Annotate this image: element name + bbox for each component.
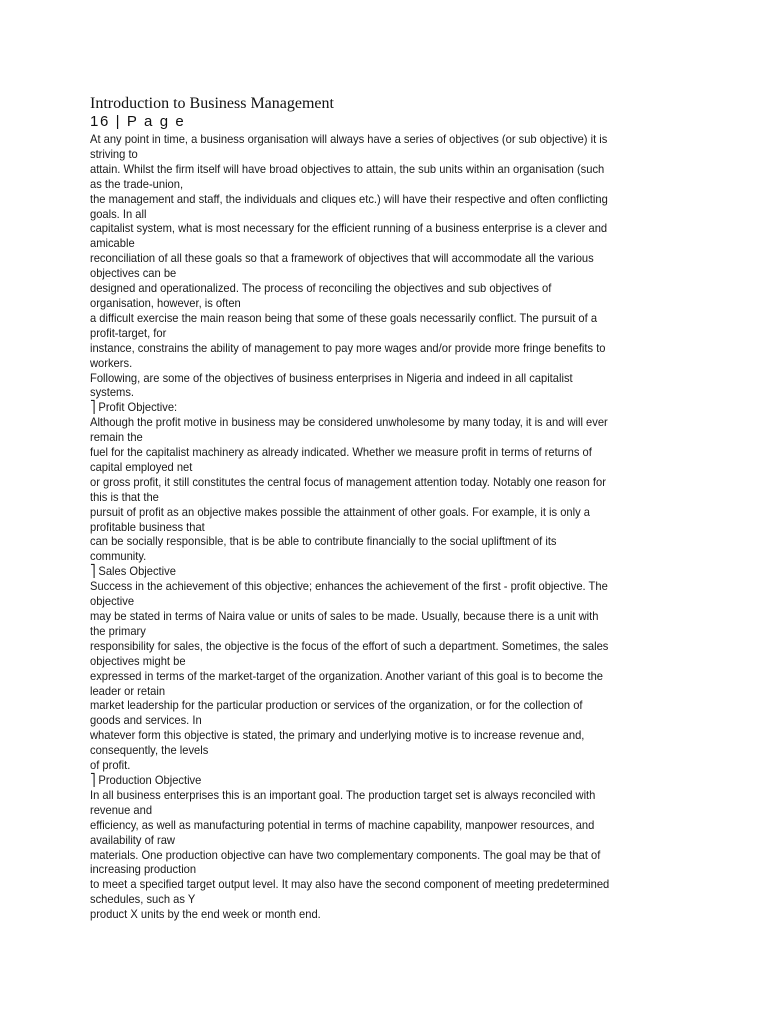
- text-line: fuel for the capitalist machinery as already indicated. Whether we measure profit in terms of returns of: [90, 445, 592, 460]
- section-heading-label: Profit Objective:: [98, 400, 178, 415]
- bullet-icon: ⎤: [90, 400, 96, 415]
- text-line: objectives might be: [90, 653, 186, 668]
- text-line: reconciliation of all these goals so that a framework of objectives that will accommodate all the various: [90, 251, 594, 266]
- text-line: consequently, the levels: [90, 743, 209, 758]
- text-line: may be stated in terms of Naira value or units of sales to be made. Usually, because there is a unit with: [90, 609, 599, 623]
- text-line: In all business enterprises this is an important goal. The production target set is always reconciled with: [90, 787, 596, 802]
- text-line: At any point in time, a business organisation will always have a series of objectives (or sub objective) it is: [90, 132, 608, 146]
- text-line: amicable: [90, 236, 135, 251]
- text-line: capitalist system, what is most necessary for the efficient running of a business enterprise is a clever and: [90, 221, 608, 236]
- text-line: Although the profit motive in business may be considered unwholesome by many today, it is and will ever: [90, 415, 608, 430]
- text-line: of profit.: [90, 758, 131, 773]
- document-title: Introduction to Business Management: [90, 95, 334, 112]
- text-line: increasing production: [90, 862, 197, 877]
- text-line: a difficult exercise the main reason being that some of these goals necessarily conflict. The pursuit of a: [90, 310, 598, 325]
- text-line: goals. In all: [90, 206, 147, 221]
- page-number: 16 | P a g e: [90, 113, 186, 130]
- text-line: responsibility for sales, the objective is the focus of the effort of such a department. Sometimes, the sales: [90, 638, 609, 653]
- text-line: product X units by the end week or month end.: [90, 907, 321, 922]
- text-line: availability of raw: [90, 832, 175, 847]
- text-line: this is that the: [90, 489, 159, 504]
- text-line: expressed in terms of the market-target of the organization. Another variant of this goal is to become the: [90, 668, 604, 683]
- section-heading-label: Production Objective: [98, 772, 202, 787]
- text-line: Success in the achievement of this objective; enhances the achievement of the first - profit objective. The: [90, 579, 608, 594]
- text-line: designed and operationalized. The process of reconciling the objectives and sub objectives of: [90, 281, 552, 296]
- profit-objective-section: [90, 400, 682, 564]
- text-line: profitable business that: [90, 519, 205, 534]
- text-line: the primary: [90, 623, 146, 638]
- text-line: Following, are some of the objectives of business enterprises in Nigeria and indeed in all capitalist: [90, 370, 573, 385]
- text-line: striving to: [90, 146, 138, 161]
- text-line: community.: [90, 549, 147, 564]
- text-line: systems.: [90, 385, 135, 400]
- bullet-icon: ⎤: [90, 772, 96, 787]
- text-line: organisation, however, is often: [90, 295, 241, 310]
- text-line: to meet a specified target output level. It may also have the second component of meeting predetermined: [90, 877, 610, 892]
- text-line: as the trade-union,: [90, 176, 184, 191]
- text-line: can be socially responsible, that is be able to contribute financially to the social upliftment of its: [90, 534, 557, 549]
- page-content: [90, 94, 682, 922]
- sales-objective-section: [90, 564, 682, 773]
- text-line: market leadership for the particular production or services of the organization, or for the collection of: [90, 698, 583, 713]
- text-line: leader or retain: [90, 683, 166, 698]
- text-line: profit-target, for: [90, 325, 167, 340]
- text-line: goods and services. In: [90, 713, 202, 728]
- text-line: schedules, such as Y: [90, 892, 196, 907]
- section-heading-sales: [90, 564, 641, 579]
- production-objective-section: [90, 773, 682, 922]
- text-line: or gross profit, it still constitutes the central focus of management attention today. Notably one reason for: [90, 474, 606, 489]
- text-line: instance, constrains the ability of management to pay more wages and/or provide more fringe benefits to: [90, 340, 606, 355]
- section-heading-production: [90, 773, 641, 788]
- text-line: objectives can be: [90, 266, 177, 281]
- bullet-icon: ⎤: [90, 564, 96, 579]
- text-line: remain the: [90, 430, 143, 445]
- text-line: materials. One production objective can have two complementary components. The goal may be that of: [90, 847, 601, 862]
- text-line: objective: [90, 594, 135, 609]
- intro-paragraph: [90, 132, 682, 400]
- text-line: pursuit of profit as an objective makes possible the attainment of other goals. For example, it is only a: [90, 504, 590, 519]
- text-line: revenue and: [90, 802, 153, 817]
- text-line: attain. Whilst the firm itself will have broad objectives to attain, the sub units within an organisation (such: [90, 161, 605, 176]
- text-line: workers.: [90, 355, 133, 370]
- section-heading-profit: [90, 400, 641, 415]
- text-line: efficiency, as well as manufacturing potential in terms of machine capability, manpower resources, and: [90, 817, 595, 832]
- section-heading-label: Sales Objective: [98, 564, 176, 579]
- text-line: whatever form this objective is stated, the primary and underlying motive is to increase revenue and,: [90, 728, 585, 743]
- text-line: capital employed net: [90, 459, 193, 474]
- text-line: the management and staff, the individuals and cliques etc.) will have their respective and often conflicting: [90, 191, 608, 206]
